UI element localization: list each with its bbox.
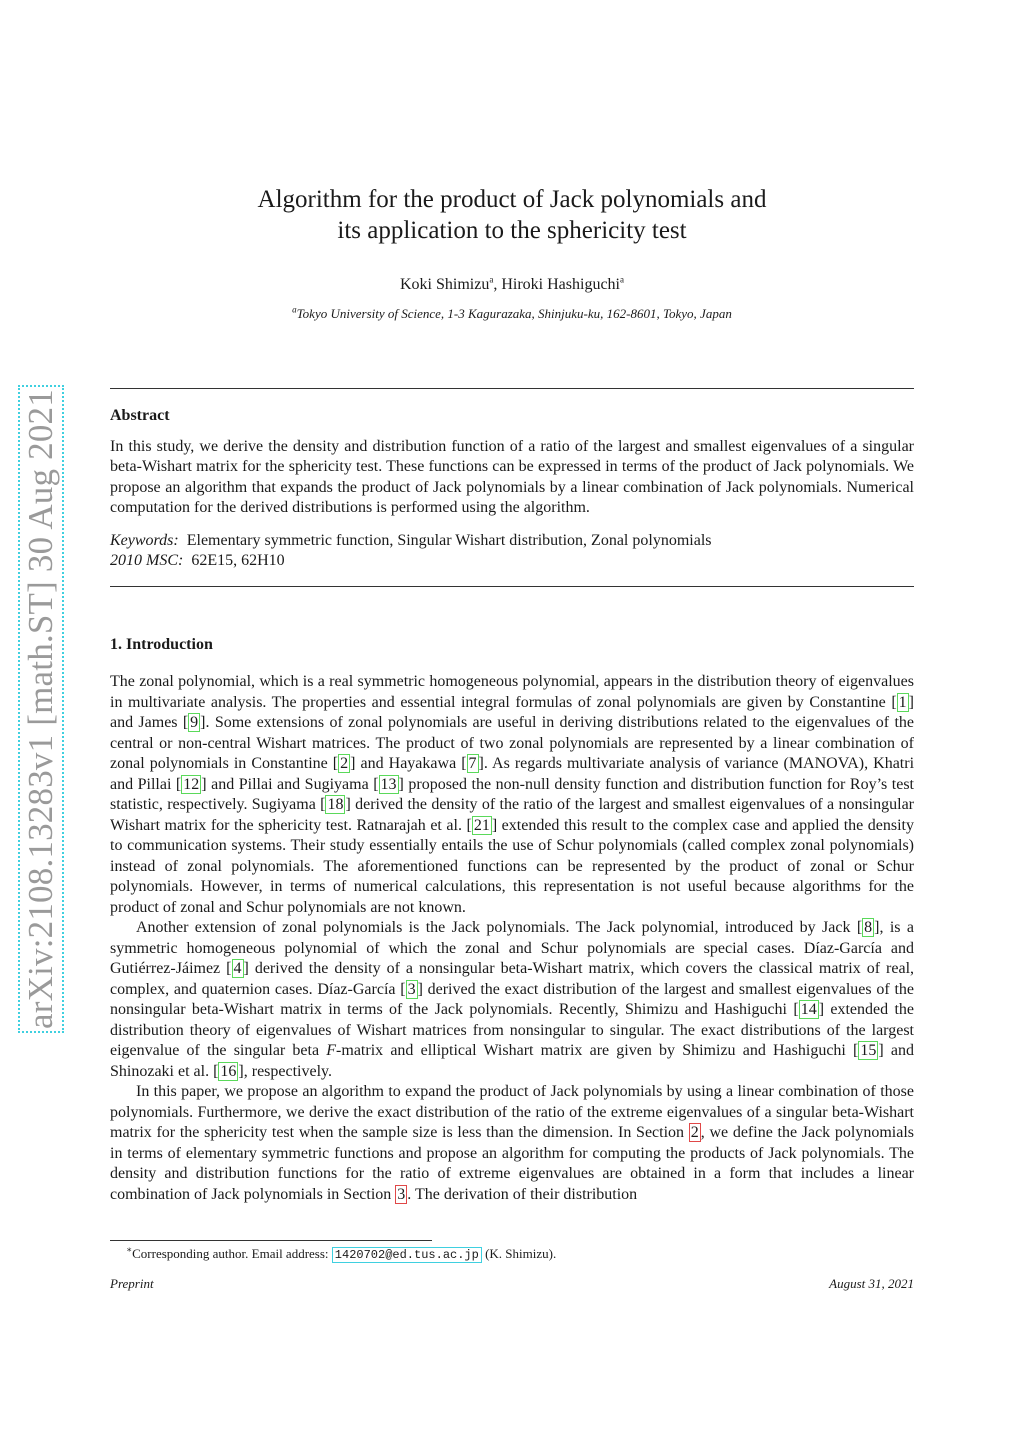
affiliation-mark: a: [620, 274, 624, 285]
keywords: [110, 531, 914, 552]
arxiv-identifier-stamp[interactable]: [18, 385, 64, 1033]
citation-link[interactable]: 9: [190, 714, 199, 731]
affiliation-mark: a: [292, 304, 297, 315]
paper-title: [110, 184, 914, 246]
title-line-1: Algorithm for the product of Jack polynomials and: [257, 186, 767, 213]
affiliation-mark: a: [489, 274, 494, 285]
text-run: ] derived the exact distribution of the largest and smallest eigenvalues of the nonsingular beta-Wishart matrix in terms of the Jack polynomials. Recently, Shimizu and Hashiguchi [: [110, 980, 914, 1018]
text-run: ], respectively.: [238, 1062, 333, 1080]
text-run: ] proposed the non-null density function and distribution function for Roy’s test statistic, respectively. Sugiyama [: [110, 775, 914, 813]
abstract-section: [110, 406, 914, 572]
title-block: [110, 184, 914, 322]
citation-link[interactable]: 16: [220, 1062, 237, 1080]
keywords-text: Elementary symmetric function, Singular Wishart distribution, Zonal polynomials: [186, 531, 712, 549]
citation-link[interactable]: 3: [407, 980, 416, 998]
text-run: -matrix and elliptical Wishart matrix are given by Shimizu and Hashiguchi [: [336, 1042, 859, 1059]
text-run: . The derivation of their distribution: [407, 1185, 638, 1203]
citation-link[interactable]: 14: [800, 1001, 817, 1018]
abstract-bottom-rule: [110, 586, 914, 587]
author-name: Hiroki Hashiguchi: [501, 276, 620, 293]
section-heading: 1. Introduction: [110, 636, 213, 653]
footer-date: August 31, 2021: [829, 1276, 914, 1291]
footnote-mark: ∗: [126, 1244, 133, 1255]
msc-label: 2010 MSC:: [110, 552, 184, 569]
math-symbol: F: [326, 1042, 337, 1059]
text-run: ] derived the density of a nonsingular beta-Wishart matrix, which covers the classical matrix of real, complex, and quaternion cases. Díaz-García [: [110, 960, 915, 998]
keywords-label: Keywords:: [110, 531, 179, 549]
footnote-author: (K. Shimizu).: [481, 1246, 557, 1261]
citation-link[interactable]: 15: [860, 1042, 877, 1059]
text-run: ] and Pillai and Sugiyama [: [201, 775, 379, 793]
abstract-top-rule: [110, 388, 914, 389]
abstract-heading: Abstract: [110, 407, 170, 424]
author-name: Koki Shimizu: [400, 276, 490, 293]
text-run: ] and Hayakawa [: [350, 755, 467, 772]
text-run: In this paper, we propose an algorithm to expand the product of Jack polynomials by using a linear combination of those polynomials. Furthermore, we derive the exact distribution of the ratio of the extreme eigenvalues of a singular beta-Wishart matrix for the sphericity test when the sample size is less than the dimension. In Section: [110, 1083, 914, 1141]
text-run: ] extended this result to the complex case and applied the density to communication systems. Their study essentially entails the use of Schur polynomials (called complex zonal polynomials) instead of zonal polynomials. The aforementioned functions can be represented by the product of zonal or Schur polynomials. However, in terms of numerical calculations, this representation is not useful because algorithms for the product of zonal and Schur polynomials are not known.: [110, 816, 914, 916]
citation-link[interactable]: 4: [233, 960, 242, 977]
msc-text: 62E15, 62H10: [191, 552, 285, 569]
text-run: Another extension of zonal polynomials is the Jack polynomials. The Jack polynomial, introduced by Jack [: [136, 919, 863, 936]
abstract-text: In this study, we derive the density and distribution function of a ratio of the largest and smallest eigenvalues of a singular beta-Wishart matrix for the sphericity test. These functions can be expressed in terms of the product of Jack polynomials. We propose an algorithm that expands the product of Jack polynomials by a linear combination of Jack polynomials. Numerical computation for the derived distributions is performed using the algorithm.: [110, 437, 914, 516]
citation-link[interactable]: 2: [340, 755, 349, 772]
citation-link[interactable]: 7: [468, 755, 477, 772]
footnote-rule: [110, 1240, 432, 1241]
citation-link[interactable]: 18: [327, 796, 344, 813]
footnote: [110, 1246, 914, 1262]
text-run: ] and Shinozaki et al. [: [110, 1042, 914, 1080]
introduction-body: [110, 672, 914, 1205]
paragraph-1: [110, 672, 914, 918]
affiliation: [110, 306, 914, 322]
section-reference-link[interactable]: 2: [690, 1124, 699, 1141]
section-introduction: [110, 636, 914, 654]
affiliation-text: Tokyo University of Science, 1-3 Kagurazaka, Shinjuku-ku, 162-8601, Tokyo, Japan: [296, 306, 732, 321]
citation-link[interactable]: 8: [864, 919, 873, 936]
title-line-2: its application to the sphericity test: [337, 217, 687, 244]
footnote-text: Corresponding author. Email address:: [132, 1246, 332, 1261]
msc-codes: [110, 551, 914, 572]
citation-link[interactable]: 13: [380, 775, 397, 793]
email-link[interactable]: 1420702@ed.tus.ac.jp: [332, 1247, 482, 1263]
text-run: ]. As regards multivariate analysis of variance (MANOVA), Khatri and Pillai [: [110, 755, 915, 793]
author-list: Koki Shimizu$^a$, Hiroki Hashiguchi$^a$: [400, 274, 624, 293]
footer-preprint-label: Preprint: [110, 1276, 154, 1291]
text-run: ]. Some extensions of zonal polynomials are useful in deriving distributions related to the eigenvalues of the central or non-central Wishart matrices. The product of two zonal polynomials are represented by a linear combination of zonal polynomials in Constantine [: [110, 714, 914, 772]
citation-link[interactable]: 1: [898, 693, 907, 711]
citation-link[interactable]: 12: [183, 775, 200, 793]
arxiv-identifier-text: arXiv:2108.13283v1 [math.ST] 30 Aug 2021: [21, 389, 60, 1029]
section-reference-link[interactable]: 3: [397, 1185, 406, 1203]
citation-link[interactable]: 21: [473, 816, 490, 834]
text-run: ] and James [: [110, 693, 914, 731]
paragraph-2: [110, 918, 914, 1082]
text-run: ] extended the distribution theory of eigenvalues of Wishart matrices from nonsingular to singular. The exact distributions of the largest eigenvalue of the singular beta: [110, 1001, 915, 1059]
text-run: The zonal polynomial, which is a real symmetric homogeneous polynomial, appears in the distribution theory of eigenvalues in multivariate analysis. The properties and essential integral formulas of zonal polynomials are given by Constantine [: [110, 673, 914, 711]
text-run: , we define the Jack polynomials in terms of elementary symmetric functions and propose an algorithm for computing the products of Jack polynomials. The density and distribution functions for the ratio of extreme eigenvalues are obtained in a form that includes a linear combination of Jack polynomials in Section: [110, 1124, 915, 1203]
text-run: ] derived the density of the ratio of the largest and smallest eigenvalues of a nonsingular Wishart matrix for the sphericity test. Ratnarajah et al. [: [110, 796, 914, 834]
paragraph-3: [110, 1082, 914, 1205]
text-run: ], is a symmetric homogeneous polynomial of which the zonal and Schur polynomials are special cases. Díaz-García and Gutiérrez-Jáimez [: [110, 919, 915, 977]
